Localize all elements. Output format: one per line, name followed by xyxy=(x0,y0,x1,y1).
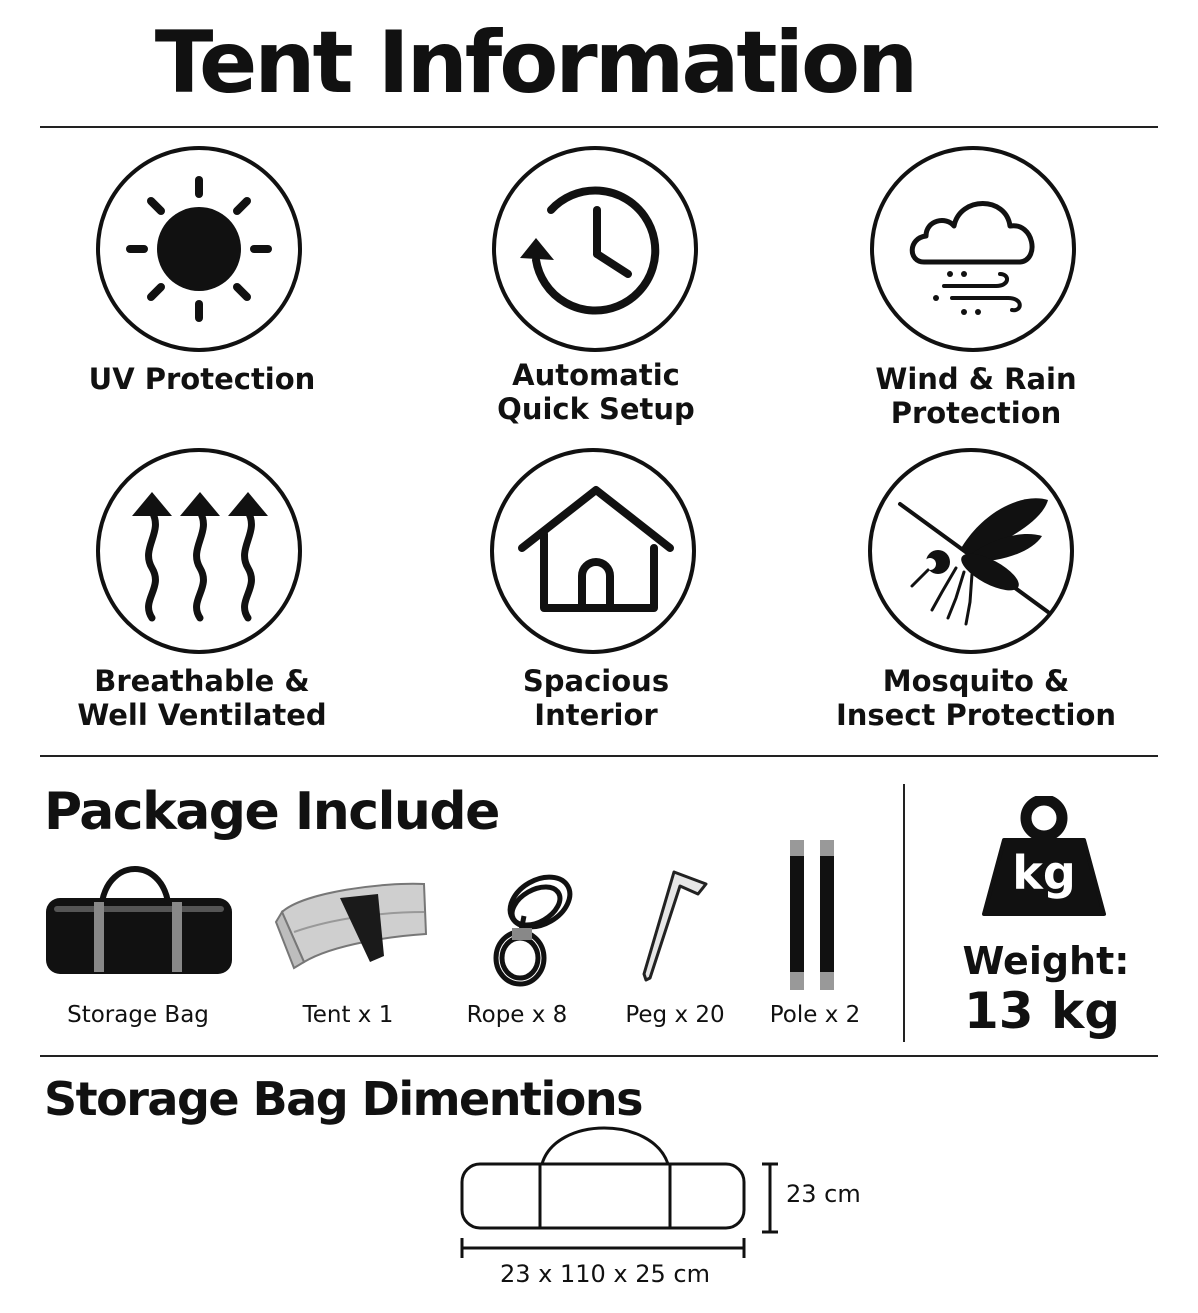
folded-tent-icon xyxy=(274,872,434,972)
heat-arrows-icon xyxy=(100,452,298,650)
package-item-pole xyxy=(786,838,838,996)
clock-icon xyxy=(496,150,694,348)
sun-icon xyxy=(100,150,298,348)
feature-spacious xyxy=(490,448,696,654)
weight-label: Weight: xyxy=(962,939,1130,983)
feature-label: UV Protection xyxy=(88,362,316,396)
divider xyxy=(40,1055,1158,1057)
kg-badge: kg xyxy=(1012,846,1076,900)
bag-size-label: 23 x 110 x 25 cm xyxy=(499,1260,710,1288)
package-item-tent xyxy=(274,872,434,976)
bag-dimension-diagram xyxy=(456,1120,786,1264)
feature-insect-protection xyxy=(868,448,1074,654)
peg-icon xyxy=(636,866,716,986)
rope-icon xyxy=(484,866,584,990)
weight-value: 13 kg xyxy=(963,982,1121,1040)
feature-label: Spacious Interior xyxy=(522,664,670,732)
package-item-label: Storage Bag xyxy=(67,1002,209,1028)
page-title: Tent Information xyxy=(154,13,916,113)
house-icon xyxy=(494,452,692,650)
feature-wind-rain xyxy=(870,146,1076,352)
feature-label: Breathable & Well Ventilated xyxy=(77,664,327,732)
feature-label: Automatic Quick Setup xyxy=(497,358,695,426)
dimensions-title: Storage Bag Dimentions xyxy=(44,1072,642,1126)
cloud-wind-icon xyxy=(874,150,1072,348)
package-item-peg xyxy=(636,866,716,990)
feature-quick-setup xyxy=(492,146,698,352)
storage-bag-icon xyxy=(40,862,236,982)
package-item-label: Rope x 8 xyxy=(466,1002,568,1028)
feature-breathable xyxy=(96,448,302,654)
package-item-label: Pole x 2 xyxy=(769,1002,861,1028)
feature-label: Wind & Rain Protection xyxy=(875,362,1077,430)
package-item-storage-bag xyxy=(40,862,236,986)
package-title: Package Include xyxy=(44,782,499,842)
feature-label: Mosquito & Insect Protection xyxy=(835,664,1117,732)
package-item-label: Tent x 1 xyxy=(302,1002,394,1028)
pole-icon xyxy=(786,838,838,992)
bag-height-label: 23 cm xyxy=(786,1180,861,1208)
package-item-label: Peg x 20 xyxy=(625,1002,725,1028)
vertical-divider xyxy=(903,784,905,1042)
feature-uv-protection xyxy=(96,146,302,352)
package-item-rope xyxy=(484,866,584,994)
divider xyxy=(40,126,1158,128)
divider xyxy=(40,755,1158,757)
mosquito-icon xyxy=(872,452,1070,650)
